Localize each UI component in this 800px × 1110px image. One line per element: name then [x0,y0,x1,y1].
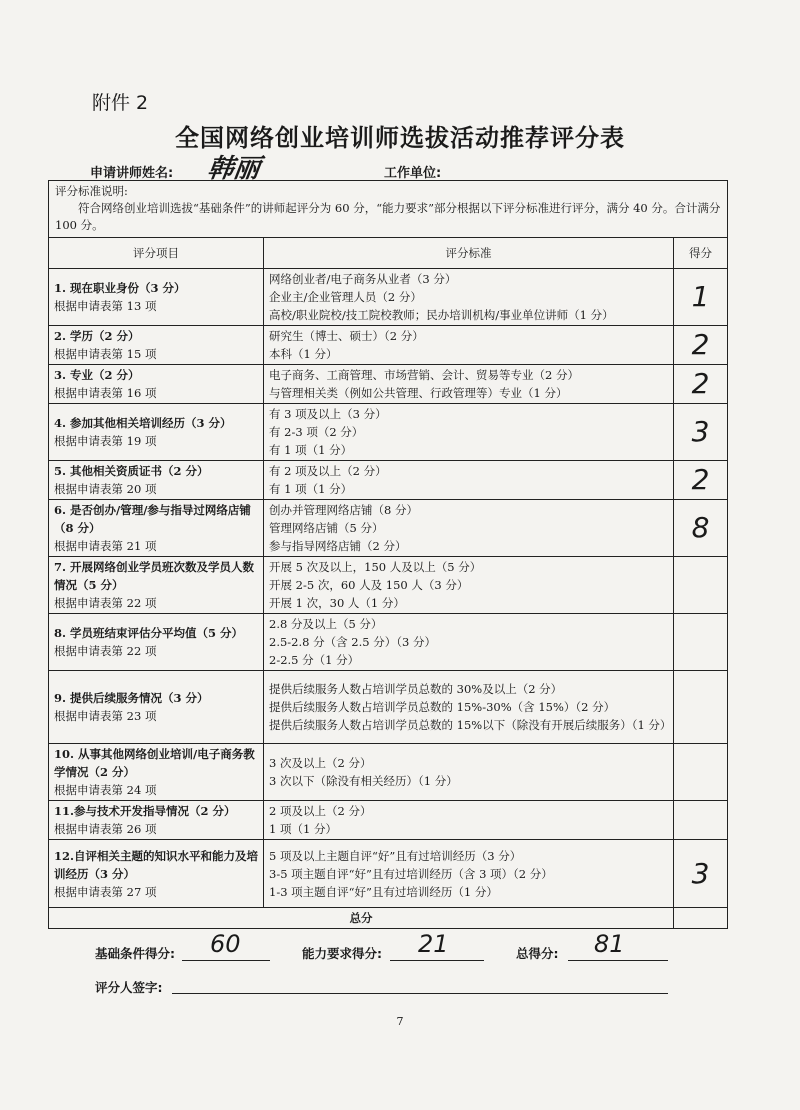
item-cell [49,269,264,326]
item-cell [49,614,264,671]
table-row [49,500,728,557]
criteria-line: 电子商务、工商管理、市场营销、会计、贸易等专业（2 分） [269,368,579,382]
total-score-underline [568,960,668,961]
item-reference: 根据申请表第 15 项 [54,347,157,361]
criteria-cell [264,557,674,614]
item-cell [49,326,264,365]
criteria-line: 提供后续服务人数占培训学员总数的 15%-30%（含 15%）（2 分） [269,700,616,714]
item-reference: 根据申请表第 20 项 [54,482,157,496]
scoring-table [48,180,728,929]
score-cell: 3 [674,404,728,461]
criteria-line: 有 1 项（1 分） [269,482,353,496]
work-unit-label: 工作单位: [384,166,442,181]
applicant-name-label: 申请讲师姓名: [90,166,174,181]
criteria-cell [264,500,674,557]
criteria-line: 开展 2-5 次，60 人及 150 人（3 分） [269,578,469,592]
applicant-name-handwritten: 韩丽 [205,154,262,184]
criteria-line: 本科（1 分） [269,347,338,361]
item-title: 6. 是否创办/管理/参与指导过网络店铺（8 分） [54,503,251,535]
score-cell: 2 [674,326,728,365]
criteria-line: 有 2-3 项（2 分） [269,425,364,439]
criteria-line: 3 次以下（除没有相关经历）（1 分） [269,774,458,788]
item-reference: 根据申请表第 22 项 [54,596,157,610]
criteria-cell [264,801,674,840]
criteria-cell [264,269,674,326]
criteria-line: 网络创业者/电子商务从业者（3 分） [269,272,457,286]
table-row [49,840,728,908]
criteria-line: 2.8 分及以上（5 分） [269,617,383,631]
criteria-cell [264,744,674,801]
ability-score-value: 21 [418,930,449,958]
table-row [49,801,728,840]
criteria-line: 开展 1 次，30 人（1 分） [269,596,405,610]
item-cell [49,840,264,908]
criteria-cell [264,404,674,461]
table-row [49,326,728,365]
item-reference: 根据申请表第 16 项 [54,386,157,400]
score-cell: 1 [674,269,728,326]
criteria-line: 提供后续服务人数占培训学员总数的 15%以下（除没有开展后续服务）（1 分） [269,718,672,732]
scoring-standard-note [49,181,728,238]
base-score-label: 基础条件得分: [95,946,175,961]
table-row [49,365,728,404]
item-cell [49,744,264,801]
criteria-line: 开展 5 次及以上，150 人及以上（5 分） [269,560,482,574]
item-cell [49,500,264,557]
standard-row [49,181,728,238]
item-title: 11.参与技术开发指导情况（2 分） [54,804,236,818]
attachment-label: 附件 2 [92,92,149,114]
table-row [49,557,728,614]
item-title: 9. 提供后续服务情况（3 分） [54,691,209,705]
item-reference: 根据申请表第 23 项 [54,709,157,723]
signer-underline [172,993,668,994]
item-title: 1. 现在职业身份（3 分） [54,281,186,295]
criteria-line: 1 项（1 分） [269,822,337,836]
table-row [49,744,728,801]
criteria-line: 高校/职业院校/技工院校教师；民办培训机构/事业单位讲师（1 分） [269,308,614,322]
item-title: 3. 专业（2 分） [54,368,140,382]
item-cell [49,404,264,461]
criteria-line: 企业主/企业管理人员（2 分） [269,290,422,304]
criteria-line: 有 3 项及以上（3 分） [269,407,387,421]
table-row [49,404,728,461]
item-reference: 根据申请表第 21 项 [54,539,157,553]
criteria-cell [264,365,674,404]
criteria-line: 3 次及以上（2 分） [269,756,372,770]
criteria-line: 提供后续服务人数占培训学员总数的 30%及以上（2 分） [269,682,563,696]
item-reference: 根据申请表第 22 项 [54,644,157,658]
ability-score-underline [390,960,484,961]
item-reference: 根据申请表第 24 项 [54,783,157,797]
score-cell: 2 [674,365,728,404]
standard-heading: 评分标准说明: [55,184,128,198]
criteria-line: 创办并管理网络店铺（8 分） [269,503,418,517]
criteria-line: 与管理相关类（例如公共管理、行政管理等）专业（1 分） [269,386,568,400]
criteria-line: 参与指导网络店铺（2 分） [269,539,407,553]
item-title: 12.自评相关主题的知识水平和能力及培训经历（3 分） [54,848,259,881]
item-title: 5. 其他相关资质证书（2 分） [54,464,209,478]
criteria-cell [264,614,674,671]
item-cell [49,801,264,840]
ability-score-label: 能力要求得分: [302,946,382,961]
criteria-line: 2.5-2.8 分（含 2.5 分）（3 分） [269,635,436,649]
criteria-cell [264,840,674,908]
column-header-criteria: 评分标准 [264,238,674,269]
criteria-line: 研究生（博士、硕士）（2 分） [269,329,424,343]
item-cell [49,461,264,500]
criteria-cell [264,326,674,365]
score-cell [674,801,728,840]
total-score-value: 81 [594,930,625,958]
item-title: 10. 从事其他网络创业培训/电子商务教学情况（2 分） [54,747,255,779]
score-cell: 8 [674,500,728,557]
score-cell: 3 [674,840,728,908]
table-row [49,461,728,500]
score-cell [674,614,728,671]
criteria-line: 5 项及以上主题自评“好”且有过培训经历（3 分） [269,848,522,863]
item-title: 2. 学历（2 分） [54,329,140,343]
score-cell [674,744,728,801]
document-title: 全国网络创业培训师选拔活动推荐评分表 [175,124,625,152]
table-row [49,614,728,671]
item-title: 4. 参加其他相关培训经历（3 分） [54,416,232,430]
score-cell [674,671,728,744]
column-header-score: 得分 [674,238,728,269]
table-header-row [49,238,728,269]
criteria-line: 2-2.5 分（1 分） [269,653,360,667]
score-cell: 2 [674,461,728,500]
item-reference: 根据申请表第 13 项 [54,299,157,313]
column-header-item: 评分项目 [49,238,264,269]
total-row [49,908,728,929]
total-score-label: 总得分: [516,946,559,961]
base-score-underline [182,960,270,961]
item-title: 8. 学员班结束评估分平均值（5 分） [54,626,244,640]
item-reference: 根据申请表第 26 项 [54,822,157,836]
table-row [49,671,728,744]
item-title: 7. 开展网络创业学员班次数及学员人数情况（5 分） [54,560,255,592]
criteria-line: 1-3 项主题自评“好”且有过培训经历（1 分） [269,884,498,899]
item-cell [49,365,264,404]
criteria-cell [264,671,674,744]
criteria-line: 有 2 项及以上（2 分） [269,464,387,478]
criteria-line: 有 1 项（1 分） [269,443,353,457]
criteria-line: 管理网络店铺（5 分） [269,521,384,535]
score-cell [674,557,728,614]
item-cell [49,671,264,744]
total-score-cell [674,908,728,929]
page-number: 7 [396,1015,404,1028]
criteria-line: 2 项及以上（2 分） [269,804,372,818]
item-reference: 根据申请表第 27 项 [54,884,157,899]
total-label: 总分 [49,908,674,929]
signer-label: 评分人签字: [95,980,163,995]
criteria-line: 3-5 项主题自评“好”且有过培训经历（含 3 项）（2 分） [269,866,553,881]
item-cell [49,557,264,614]
item-reference: 根据申请表第 19 项 [54,434,157,448]
standard-body: 符合网络创业培训选拔“基础条件”的讲师起评分为 60 分，“能力要求”部分根据以下评分标准进行评分，满分 40 分。合计满分 100 分。 [55,201,721,232]
base-score-value: 60 [210,930,241,958]
table-row [49,269,728,326]
criteria-cell [264,461,674,500]
